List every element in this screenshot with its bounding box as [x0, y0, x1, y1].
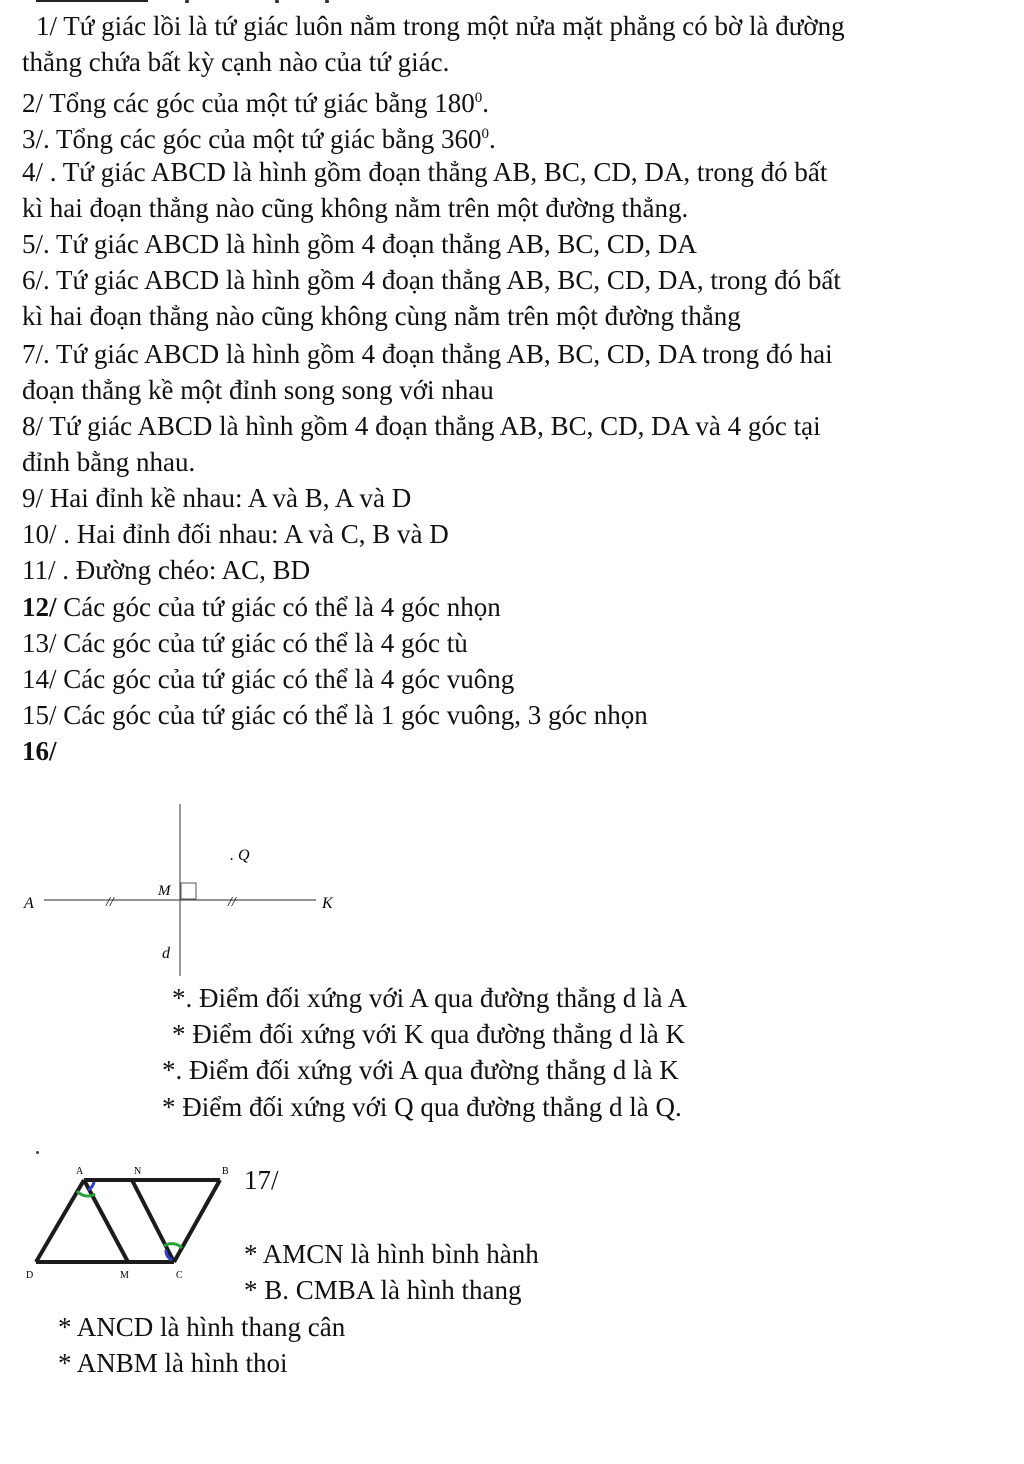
figure-16-diagram: [18, 800, 358, 980]
question-17-number: 17/: [244, 1165, 279, 1195]
statement-1-line1: 1/ Tứ giác lồi là tứ giác luôn nằm trong một nửa mặt phẳng có bờ là đường: [36, 11, 845, 41]
statement-11: 11/ . Đường chéo: AC, BD: [22, 555, 311, 585]
symmetry-4: * Điểm đối xứng với Q qua đường thẳng d là Q.: [162, 1092, 682, 1122]
label-B17: B: [222, 1166, 229, 1177]
label-K: K: [322, 895, 333, 912]
label-D17: D: [26, 1270, 34, 1281]
side-BC: [174, 1180, 220, 1262]
statement-2-value: 180: [434, 88, 475, 118]
label-d: d: [162, 945, 170, 962]
q17-item-2: * B. CMBA là hình thang: [244, 1275, 522, 1305]
statement-3: [22, 118, 496, 155]
statement-8-line2: đỉnh bằng nhau.: [22, 447, 196, 477]
statement-12-number: 12/: [22, 592, 57, 622]
label-M: M: [158, 883, 171, 899]
statement-14: 14/ Các góc của tứ giác có thể là 4 góc vuông: [22, 664, 515, 694]
statement-5: 5/. Tứ giác ABCD là hình gồm 4 đoạn thẳng AB, BC, CD, DA: [22, 229, 697, 259]
label-N17: N: [134, 1166, 142, 1177]
top-dots: [175, 0, 335, 6]
symmetry-2: * Điểm đối xứng với K qua đường thẳng d là K: [172, 1019, 686, 1049]
statement-2-period: .: [482, 88, 490, 118]
segment-NC: [132, 1180, 174, 1262]
statement-6-line2: kì hai đoạn thẳng nào cũng không cùng nằm trên một đường thẳng: [22, 301, 741, 331]
statement-13: 13/ Các góc của tứ giác có thể là 4 góc tù: [22, 628, 468, 658]
statement-2-text: 2/ Tổng các góc của một tứ giác bằng: [22, 88, 435, 118]
statement-7-line1: 7/. Tứ giác ABCD là hình gồm 4 đoạn thẳng AB, BC, CD, DA trong đó hai: [22, 339, 833, 369]
statement-12-text: Các góc của tứ giác có thể là 4 góc nhọn: [56, 592, 501, 622]
q17-item-4: * ANBM là hình thoi: [58, 1348, 288, 1378]
statement-4-line2: kì hai đoạn thẳng nào cũng không nằm trên một đường thẳng.: [22, 193, 689, 223]
label-C17: C: [176, 1270, 183, 1281]
label-A: A: [24, 895, 34, 912]
symmetry-1: *. Điểm đối xứng với A qua đường thẳng d là A: [172, 983, 688, 1013]
q17-item-3: * ANCD là hình thang cân: [58, 1312, 346, 1342]
statement-16: 16/: [22, 736, 57, 766]
figure-17-diagram: [22, 1158, 252, 1284]
degree-sign-3: 0: [481, 126, 490, 142]
statement-8-line1: 8/ Tứ giác ABCD là hình gồm 4 đoạn thẳng AB, BC, CD, DA và 4 góc tại: [22, 411, 821, 441]
statement-6-line1: 6/. Tứ giác ABCD là hình gồm 4 đoạn thẳng AB, BC, CD, DA, trong đó bất: [22, 265, 841, 295]
degree-sign-2: 0: [474, 90, 483, 106]
q17-item-1: * AMCN là hình bình hành: [244, 1239, 539, 1269]
right-angle-mark: [181, 883, 196, 899]
stray-dot: [36, 1151, 39, 1154]
top-rule: [36, 0, 148, 2]
statement-10: 10/ . Hai đỉnh đối nhau: A và C, B và D: [22, 519, 449, 549]
symmetry-3: *. Điểm đối xứng với A qua đường thẳng d là K: [162, 1055, 679, 1085]
statement-1-line2: thẳng chứa bất kỳ cạnh nào của tứ giác.: [22, 47, 450, 77]
statement-3-period: .: [489, 124, 496, 154]
statement-9: 9/ Hai đỉnh kề nhau: A và B, A và D: [22, 483, 412, 513]
statement-7-line2: đoạn thẳng kề một đỉnh song song với nhau: [22, 375, 494, 405]
segment-AM: [84, 1180, 128, 1262]
tick-right: //: [228, 895, 236, 910]
label-A17: A: [76, 1166, 84, 1177]
statement-12: [22, 591, 501, 623]
label-Q: . Q: [230, 847, 250, 864]
tick-left: //: [106, 895, 114, 910]
label-M17: M: [120, 1270, 129, 1281]
statement-15: 15/ Các góc của tứ giác có thể là 1 góc vuông, 3 góc nhọn: [22, 700, 648, 730]
statement-3-value: 360: [441, 124, 482, 154]
statement-4-line1: 4/ . Tứ giác ABCD là hình gồm đoạn thẳng AB, BC, CD, DA, trong đó bất: [22, 157, 828, 187]
statement-3-text: 3/. Tổng các góc của một tứ giác bằng: [22, 124, 442, 154]
statement-2: [22, 82, 489, 119]
